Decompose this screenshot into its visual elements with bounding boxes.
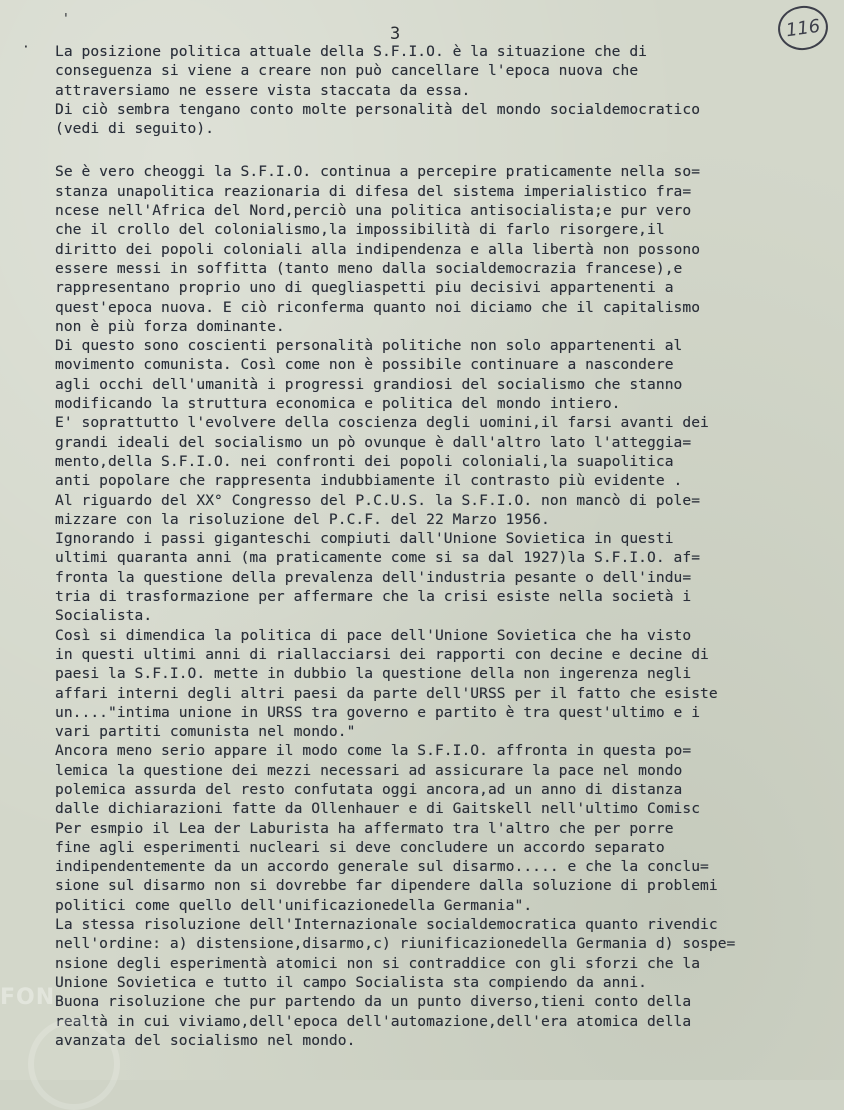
ink-mark: ' [62, 12, 70, 27]
paragraph [55, 42, 844, 138]
text-line: Al riguardo del XX° Congresso del P.C.U.S. la S.F.I.O. non mancò di pole= [55, 491, 701, 509]
text-line: in questi ultimi anni di riallacciarsi dei rapporti con decine e decine di [55, 645, 709, 663]
text-line: Per esmpio il Lea der Laburista ha affermato tra l'altro che per porre [55, 819, 674, 837]
text-line: Di questo sono coscienti personalità politiche non solo appartenenti al [55, 337, 683, 355]
text-line: quest'epoca nuova. E ciò riconferma quanto noi diciamo che il capitalismo [55, 298, 701, 316]
text-line: sione sul disarmo non si dovrebbe far dipendere dalla soluzione di problemi [55, 877, 718, 895]
text-line: diritto dei popoli coloniali alla indipendenza e alla libertà non possono [55, 240, 701, 258]
text-line: conseguenza si viene a creare non può cancellare l'epoca nuova che [55, 62, 639, 80]
archive-watermark: FON [0, 985, 56, 1010]
text-line: movimento comunista. Così come non è possibile continuare a nascondere [55, 356, 674, 374]
text-line: polemica assurda del resto confutata oggi ancora,ad un anno di distanza [55, 780, 683, 798]
text-line: non è più forza dominante. [55, 317, 285, 335]
text-line: Socialista. [55, 607, 153, 625]
text-line: rappresentano proprio uno di quegliaspetti piu decisivi appartenenti a [55, 279, 674, 297]
text-line: stanza unapolitica reazionaria di difesa del sistema imperialistico fra= [55, 182, 692, 200]
text-line: politici come quello dell'unificazionedella Germania". [55, 896, 533, 914]
ink-mark: · [22, 40, 30, 55]
text-line: realtà in cui viviamo,dell'epoca dell'automazione,dell'era atomica della [55, 1012, 692, 1030]
text-line: La stessa risoluzione dell'Internazionale socialdemocratica quanto rivendic [55, 916, 718, 934]
text-line: Buona risoluzione che pur partendo da un punto diverso,tieni conto della [55, 993, 692, 1011]
text-line: lemica la questione dei mezzi necessari ad assicurare la pace nel mondo [55, 761, 683, 779]
text-line: nsione degli esperimentà atomici non si contraddice con gli sforzi che la [55, 954, 701, 972]
paragraph [55, 162, 844, 1050]
text-line: indipendentemente da un accordo generale sul disarmo..... e che la conclu= [55, 858, 709, 876]
text-line: un...."intima unione in URSS tra governo e partito è tra quest'ultimo e i [55, 703, 701, 721]
text-line: paesi la S.F.I.O. mette in dubbio la questione della non ingerenza negli [55, 665, 692, 683]
text-line: avanzata del socialismo nel mondo. [55, 1031, 356, 1049]
text-line: Ancora meno serio appare il modo come la S.F.I.O. affronta in questa po= [55, 742, 692, 760]
text-line: Unione Sovietica e tutto il campo Socialista sta compiendo da anni. [55, 973, 648, 991]
text-line: dalle dichiarazioni fatte da Ollenhauer e di Gaitskell nell'ultimo Comisc [55, 800, 701, 818]
text-line: fine agli esperimenti nucleari si deve concludere un accordo separato [55, 838, 665, 856]
text-line: La posizione politica attuale della S.F.I.O. è la situazione che di [55, 43, 648, 60]
text-line: essere messi in soffitta (tanto meno dalla socialdemocrazia francese),e [55, 259, 683, 277]
watermark-logo [28, 1018, 120, 1110]
text-line: anti popolare che rappresenta indubbiamente il contrasto più evidente . [55, 472, 683, 490]
text-line: modificando la struttura economica e politica del mondo intiero. [55, 395, 621, 413]
text-line: ncese nell'Africa del Nord,perciò una politica antisocialista;e pur vero [55, 202, 692, 220]
text-line: che il crollo del colonialismo,la impossibilità di farlo risorgere,il [55, 221, 665, 239]
text-line: agli occhi dell'umanità i progressi grandiosi del socialismo che stanno [55, 375, 683, 393]
text-line: tria di trasformazione per affermare che la crisi esiste nella società i [55, 588, 692, 606]
archive-stamp-number: 116 [784, 15, 822, 41]
text-line: Di ciò sembra tengano conto molte personalità del mondo socialdemocratico [55, 100, 701, 118]
text-line: grandi ideali del socialismo un pò ovunque è dall'altro lato l'atteggia= [55, 433, 692, 451]
text-line: mizzare con la risoluzione del P.C.F. del 22 Marzo 1956. [55, 510, 550, 528]
text-line: (vedi di seguito). [55, 120, 215, 138]
text-line: Se è vero cheoggi la S.F.I.O. continua a percepire praticamente nella so= [55, 163, 701, 181]
text-line: fronta la questione della prevalenza dell'industria pesante o dell'indu= [55, 568, 692, 586]
text-line: vari partiti comunista nel mondo." [55, 723, 356, 741]
text-line: nell'ordine: a) distensione,disarmo,c) riunificazionedella Germania d) sospe= [55, 935, 736, 953]
text-line: ultimi quaranta anni (ma praticamente come si sa dal 1927)la S.F.I.O. af= [55, 549, 701, 567]
text-line: Ignorando i passi giganteschi compiuti dall'Unione Sovietica in questi [55, 530, 674, 548]
text-line: affari interni degli altri paesi da parte dell'URSS per il fatto che esiste [55, 684, 718, 702]
text-line: mento,della S.F.I.O. nei confronti dei popoli coloniali,la suapolitica [55, 452, 674, 470]
paragraph-gap [55, 138, 844, 162]
text-line: Così si dimendica la politica di pace dell'Unione Sovietica che ha visto [55, 626, 692, 644]
page-number: 3 [390, 24, 401, 44]
text-line: E' soprattutto l'evolvere della coscienza degli uomini,il farsi avanti dei [55, 414, 709, 432]
typed-text [55, 42, 844, 1050]
text-line: attraversiamo ne essere vista staccata da essa. [55, 81, 471, 99]
